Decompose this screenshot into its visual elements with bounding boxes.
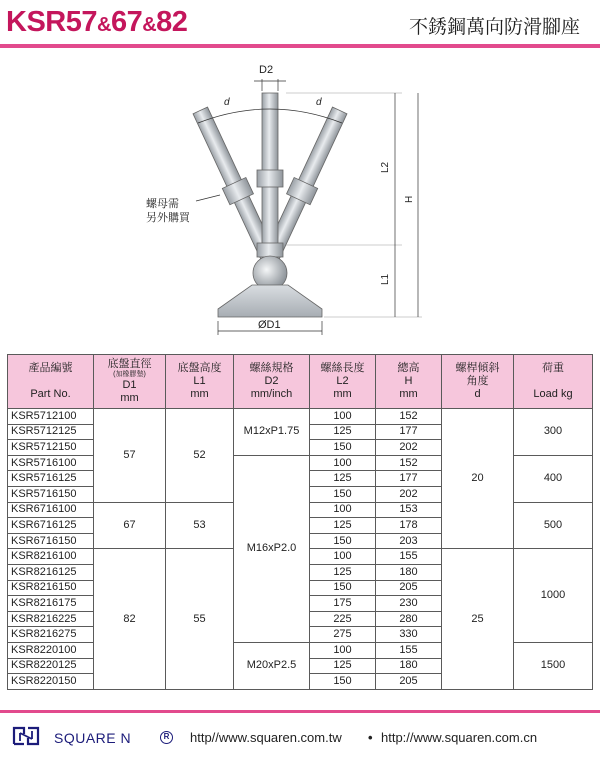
cell-part-no: KSR5712125 bbox=[8, 424, 94, 440]
cell-l2: 100 bbox=[310, 549, 376, 565]
page-header bbox=[0, 0, 600, 44]
cell-part-no: KSR8220125 bbox=[8, 658, 94, 674]
model-82: 82 bbox=[156, 6, 188, 38]
th-part-no: 產品編號 Part No. bbox=[8, 355, 94, 409]
cell-l2: 275 bbox=[310, 627, 376, 643]
website-link-cn[interactable]: http://www.squaren.com.cn bbox=[381, 730, 538, 745]
cell-l2: 150 bbox=[310, 440, 376, 456]
model-amp-1: & bbox=[97, 14, 111, 36]
cell-l2: 125 bbox=[310, 424, 376, 440]
cell-l2: 150 bbox=[310, 580, 376, 596]
cell-load: 1500 bbox=[514, 642, 593, 689]
cell-part-no: KSR5716150 bbox=[8, 486, 94, 502]
th-load: 荷重 Load kg bbox=[514, 355, 593, 409]
product-name-chinese: 不銹鋼萬向防滑腳座 bbox=[408, 16, 580, 38]
cell-l2: 100 bbox=[310, 455, 376, 471]
brand-name: SQUARE N bbox=[54, 730, 132, 746]
label-l2: L2 bbox=[380, 161, 391, 173]
nut-upper bbox=[257, 170, 283, 187]
cell-h: 205 bbox=[376, 580, 442, 596]
cell-h: 202 bbox=[376, 486, 442, 502]
cell-l2: 150 bbox=[310, 533, 376, 549]
model-67: 67 bbox=[110, 6, 143, 38]
model-amp-2: & bbox=[142, 14, 157, 36]
cell-part-no: KSR5716125 bbox=[8, 471, 94, 487]
cell-d1: 57 bbox=[94, 409, 166, 503]
cell-l2: 100 bbox=[310, 642, 376, 658]
cell-l1: 53 bbox=[166, 502, 234, 549]
label-od1: ØD1 bbox=[258, 319, 281, 331]
cell-h: 202 bbox=[376, 440, 442, 456]
th-h: 總高 H mm bbox=[376, 355, 442, 409]
cell-load: 500 bbox=[514, 502, 593, 549]
cell-h: 155 bbox=[376, 642, 442, 658]
note-nut-line2: 另外購買 bbox=[146, 211, 190, 224]
cell-l1: 55 bbox=[166, 549, 234, 689]
cell-h: 180 bbox=[376, 658, 442, 674]
model-57: KSR57 bbox=[6, 6, 97, 38]
table-header-row bbox=[8, 355, 593, 409]
cell-part-no: KSR6716125 bbox=[8, 518, 94, 534]
cell-h: 230 bbox=[376, 596, 442, 612]
cell-load: 300 bbox=[514, 409, 593, 456]
cell-d2: M12xP1.75 bbox=[234, 409, 310, 456]
cell-part-no: KSR8216175 bbox=[8, 596, 94, 612]
cell-h: 155 bbox=[376, 549, 442, 565]
label-h: H bbox=[404, 195, 415, 203]
cell-d1: 67 bbox=[94, 502, 166, 549]
cell-l2: 125 bbox=[310, 518, 376, 534]
model-title bbox=[6, 6, 187, 39]
label-d2: D2 bbox=[259, 64, 274, 76]
th-l1: 底盤高度 L1 mm bbox=[166, 355, 234, 409]
cell-part-no: KSR8216275 bbox=[8, 627, 94, 643]
spec-table bbox=[7, 354, 593, 690]
label-d-left: d bbox=[224, 97, 230, 108]
cell-l2: 125 bbox=[310, 658, 376, 674]
cell-h: 177 bbox=[376, 424, 442, 440]
website-link-tw[interactable]: http//www.squaren.com.tw bbox=[190, 730, 342, 745]
cell-angle: 20 bbox=[442, 409, 514, 549]
cell-part-no: KSR5712100 bbox=[8, 409, 94, 425]
th-angle: 螺桿傾斜 角度 d bbox=[442, 355, 514, 409]
cell-d2: M20xP2.5 bbox=[234, 642, 310, 689]
cell-h: 180 bbox=[376, 564, 442, 580]
cell-part-no: KSR8216125 bbox=[8, 564, 94, 580]
cell-part-no: KSR5712150 bbox=[8, 440, 94, 456]
url-separator: • bbox=[368, 730, 373, 745]
cell-part-no: KSR8216225 bbox=[8, 611, 94, 627]
base-disc bbox=[218, 285, 322, 317]
cell-angle: 25 bbox=[442, 549, 514, 689]
cell-part-no: KSR5716100 bbox=[8, 455, 94, 471]
header-divider bbox=[0, 44, 600, 48]
registered-mark-icon: R bbox=[160, 731, 173, 744]
footer-divider bbox=[0, 710, 600, 713]
cell-h: 280 bbox=[376, 611, 442, 627]
th-d2: 螺絲規格 D2 mm/inch bbox=[234, 355, 310, 409]
cell-load: 400 bbox=[514, 455, 593, 502]
cell-h: 177 bbox=[376, 471, 442, 487]
cell-load: 1000 bbox=[514, 549, 593, 643]
th-d1: 底盤直徑 (加橡膠墊) D1 mm bbox=[94, 355, 166, 409]
cell-l2: 100 bbox=[310, 409, 376, 425]
cell-h: 178 bbox=[376, 518, 442, 534]
note-nut-line1: 螺母需 bbox=[146, 197, 179, 210]
cell-h: 205 bbox=[376, 674, 442, 690]
th-l2: 螺絲長度 L2 mm bbox=[310, 355, 376, 409]
cell-part-no: KSR8220150 bbox=[8, 674, 94, 690]
table-row bbox=[8, 409, 593, 425]
cell-part-no: KSR8216100 bbox=[8, 549, 94, 565]
technical-drawing bbox=[140, 55, 480, 340]
label-d-right: d bbox=[316, 97, 322, 108]
cell-l2: 175 bbox=[310, 596, 376, 612]
cell-d1: 82 bbox=[94, 549, 166, 689]
cell-l2: 150 bbox=[310, 674, 376, 690]
cell-l2: 125 bbox=[310, 471, 376, 487]
cell-part-no: KSR6716150 bbox=[8, 533, 94, 549]
cell-part-no: KSR8216150 bbox=[8, 580, 94, 596]
label-l1: L1 bbox=[380, 273, 391, 285]
cell-h: 330 bbox=[376, 627, 442, 643]
cell-l2: 100 bbox=[310, 502, 376, 518]
cell-l2: 150 bbox=[310, 486, 376, 502]
cell-part-no: KSR6716100 bbox=[8, 502, 94, 518]
nut-lower bbox=[257, 243, 283, 257]
cell-l1: 52 bbox=[166, 409, 234, 503]
cell-d2: M16xP2.0 bbox=[234, 455, 310, 642]
cell-l2: 225 bbox=[310, 611, 376, 627]
cell-l2: 125 bbox=[310, 564, 376, 580]
cell-h: 152 bbox=[376, 455, 442, 471]
square-n-logo-icon bbox=[8, 724, 44, 748]
page-footer bbox=[0, 718, 600, 758]
cell-h: 203 bbox=[376, 533, 442, 549]
cell-part-no: KSR8220100 bbox=[8, 642, 94, 658]
cell-h: 153 bbox=[376, 502, 442, 518]
cell-h: 152 bbox=[376, 409, 442, 425]
